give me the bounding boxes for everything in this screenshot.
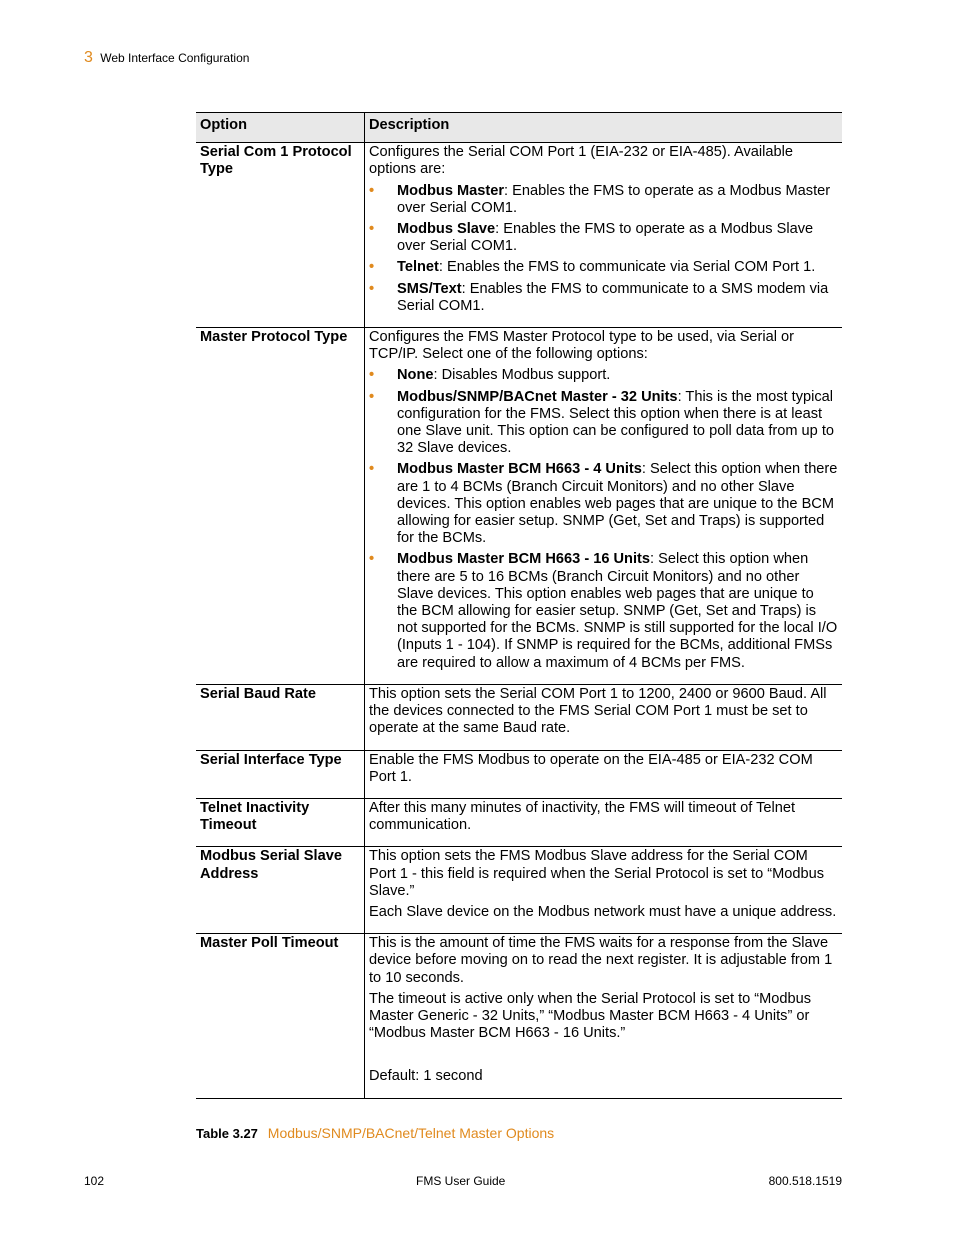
option-description bbox=[365, 328, 843, 685]
description-note: The timeout is active only when the Serial Protocol is set to “Modbus Master Generic - 32 Units,” “Modbus Master BCM H663 - 4 Units” or “Modbus Master BCM H663 - 16 Units.” bbox=[369, 990, 812, 1042]
list-item: • Modbus Master: Enables the FMS to operate as a Modbus Master over Serial COM1. bbox=[369, 182, 831, 216]
bullet-icon: • bbox=[369, 280, 375, 297]
table-row bbox=[196, 750, 842, 798]
chapter-title: Web Interface Configuration bbox=[100, 51, 250, 65]
caption-title: Modbus/SNMP/BACnet/Telnet Master Options bbox=[267, 1125, 555, 1141]
option-name: Modbus Serial Slave Address bbox=[196, 847, 365, 934]
table-row bbox=[196, 143, 842, 328]
list-item: • Modbus Master BCM H663 - 4 Units: Select this option when there are 1 to 4 BCMs (Branch Circuit Monitors) and no other Slave devices. This option enables web pages that are unique to the BCM allowing for easier setup. SNMP (Get, Set and Traps) is supported for the BCMs. bbox=[369, 461, 838, 547]
description-text: Configures the Serial COM Port 1 (EIA-232 or EIA-485). Available options are: bbox=[369, 144, 793, 178]
bullet-icon: • bbox=[369, 388, 375, 405]
table-header-row bbox=[196, 113, 842, 143]
options-table bbox=[196, 112, 842, 1099]
table-row bbox=[196, 934, 842, 1098]
option-description bbox=[365, 934, 843, 1098]
option-description bbox=[365, 143, 843, 328]
table-row bbox=[196, 798, 842, 846]
bullet-icon: • bbox=[369, 461, 375, 478]
table-row bbox=[196, 847, 842, 934]
description-text: This is the amount of time the FMS waits for a response from the Slave device before moving on to read the next register. It is adjustable from 1 to 10 seconds. bbox=[369, 935, 833, 986]
option-description bbox=[365, 684, 843, 750]
list-item: • None: Disables Modbus support. bbox=[369, 367, 611, 384]
column-header-option: Option bbox=[196, 113, 365, 143]
description-text: This option sets the FMS Modbus Slave address for the Serial COM Port 1 - this field is required when the Serial Protocol is set to “Modbus Slave.” bbox=[369, 848, 825, 899]
description-text: After this many minutes of inactivity, the FMS will timeout of Telnet communication. bbox=[369, 799, 796, 834]
page-number: 102 bbox=[84, 1174, 105, 1188]
footer-guide-title: FMS User Guide bbox=[416, 1174, 506, 1188]
list-item: • Modbus Master BCM H663 - 16 Units: Select this option when there are 5 to 16 BCMs (Branch Circuit Monitors) and no other Slave devices. This option enables web pages that are unique to the BCM allowing for easier setup. SNMP (Get, Set and Traps) is not supported for the BCMs. SNMP is still supported for the local I/O (Inputs 1 - 104). If SNMP is required for the BCMs, additional FMSs are required to allow a maximum of 4 BCMs per FMS. bbox=[369, 551, 838, 671]
option-description bbox=[365, 847, 843, 934]
option-name: Serial Interface Type bbox=[196, 750, 365, 798]
description-text: Enable the FMS Modbus to operate on the EIA-485 or EIA-232 COM Port 1. bbox=[369, 751, 813, 785]
table-row bbox=[196, 328, 842, 685]
option-name: Serial Com 1 Protocol Type bbox=[196, 143, 365, 328]
column-header-description: Description bbox=[365, 113, 843, 143]
option-name: Master Protocol Type bbox=[196, 328, 365, 685]
list-item: • SMS/Text: Enables the FMS to communicate to a SMS modem via Serial COM1. bbox=[369, 280, 829, 314]
option-description bbox=[365, 798, 843, 846]
bullet-list bbox=[369, 183, 838, 315]
list-item: • Modbus/SNMP/BACnet Master - 32 Units: This is the most typical configuration for the FMS. Select this option when there is at least one Slave unit. This option can be configured to poll data from up to 32 Slave devices. bbox=[369, 388, 835, 457]
option-name: Telnet Inactivity Timeout bbox=[196, 798, 365, 846]
caption-label: Table 3.27 bbox=[196, 1126, 258, 1141]
description-note: Each Slave device on the Modbus network must have a unique address. bbox=[369, 903, 837, 920]
table-row bbox=[196, 684, 842, 750]
bullet-icon: • bbox=[369, 551, 375, 568]
bullet-icon: • bbox=[369, 182, 375, 199]
bullet-list bbox=[369, 367, 838, 671]
option-name: Master Poll Timeout bbox=[196, 934, 365, 1098]
bullet-icon: • bbox=[369, 367, 375, 384]
list-item: • Modbus Slave: Enables the FMS to operate as a Modbus Slave over Serial COM1. bbox=[369, 221, 814, 255]
chapter-number: 3 bbox=[84, 49, 93, 66]
default-value: Default: 1 second bbox=[369, 1068, 483, 1085]
description-text: Configures the FMS Master Protocol type to be used, via Serial or TCP/IP. Select one of the following options: bbox=[369, 329, 795, 363]
footer-phone: 800.518.1519 bbox=[768, 1174, 842, 1188]
description-text: This option sets the Serial COM Port 1 to 1200, 2400 or 9600 Baud. All the devices connected to the FMS Serial COM Port 1 must be set to operate at the same Baud rate. bbox=[369, 685, 827, 737]
table-caption bbox=[196, 1125, 554, 1141]
bullet-icon: • bbox=[369, 259, 375, 276]
page-header bbox=[84, 49, 249, 67]
bullet-icon: • bbox=[369, 221, 375, 238]
option-name: Serial Baud Rate bbox=[196, 684, 365, 750]
list-item: • Telnet: Enables the FMS to communicate via Serial COM Port 1. bbox=[369, 259, 816, 276]
option-description bbox=[365, 750, 843, 798]
